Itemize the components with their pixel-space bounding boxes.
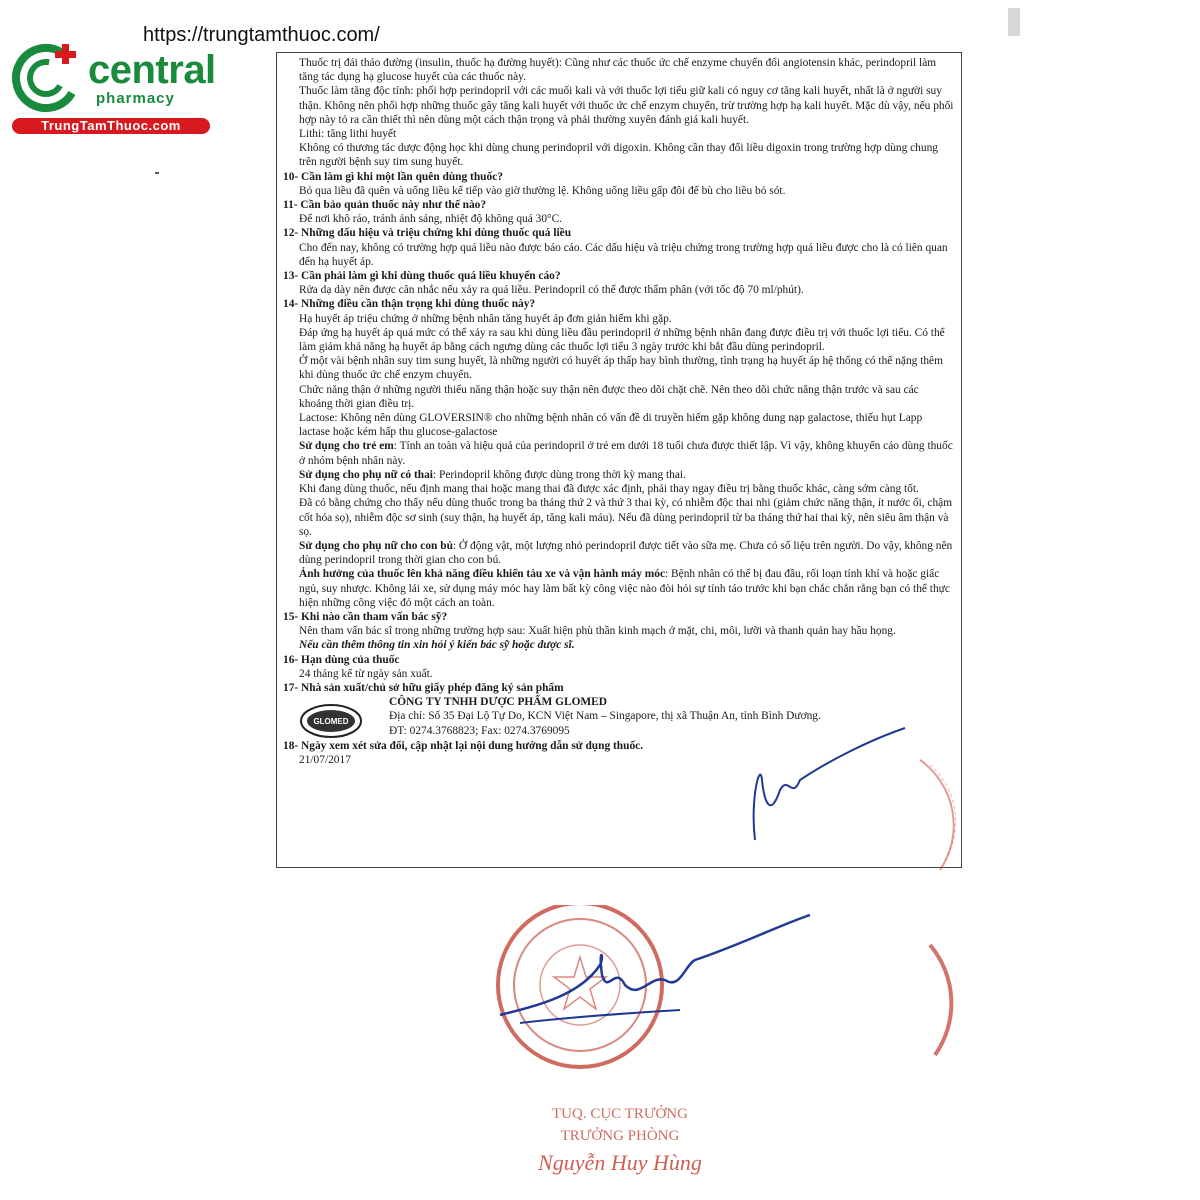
signatory-name: Nguyễn Huy Hùng [538, 1150, 702, 1175]
section-12-text: Cho đến nay, không có trường hợp quá liều nào được báo cáo. Các dấu hiệu và triệu chứng trong trường hợp quá liều được cho là có liên quan đến hạ huyết áp. [299, 241, 948, 268]
section-14-text-e: Lactose: Không nên dùng GLOVERSIN® cho những bệnh nhân có vấn đề di truyền hiếm gặp không dung nạp galactose, thiếu hụt Lapp lactase hoặc kém hấp thu glucose-galactose [299, 412, 923, 439]
children-text: : Tính an toàn và hiệu quả của perindopril ở trẻ em dưới 18 tuổi chưa được thiết lập. Vì vậy, không khuyến cáo dùng thuốc ở nhóm bệnh nhân này. [299, 440, 953, 467]
section-11-heading: 11- Cần bảo quản thuốc này như thế nào? [283, 199, 487, 212]
section-10-heading: 10- Cần làm gì khi một lần quên dùng thuốc? [283, 170, 503, 183]
section-16-heading: 16- Hạn dùng của thuốc [283, 653, 400, 666]
section-17-heading: 17- Nhà sản xuất/chủ sở hữu giấy phép đăng ký sản phẩm [283, 681, 564, 694]
interaction-diabetes: Thuốc trị đái tháo đường (insulin, thuốc hạ đường huyết): Cũng như các thuốc ức chế enzyme chuyển đổi angiotensin khác, perindopril làm tăng tác dụng hạ glucose huyết của các thuốc này. [299, 57, 937, 84]
section-14-text-d: Chức năng thận ở những người thiểu năng thận hoặc suy thận nên được theo dõi chặt chẽ. Nên theo dõi chức năng thận trước và sau các khoảng thời gian điều trị. [299, 383, 919, 410]
scan-artifact [1008, 8, 1020, 36]
pregnancy-label: Sử dụng cho phụ nữ có thai [299, 468, 433, 481]
document-signature-stamp [740, 720, 980, 900]
section-14-heading: 14- Những điều cần thận trọng khi dùng thuốc này? [283, 298, 536, 311]
section-14-text-b: Đáp ứng hạ huyết áp quá mức có thể xảy ra sau khi dùng liều đầu perindopril ở những bệnh nhân đang được điều trị với thuốc lợi tiểu. Có thể làm giảm khả năng hạ huyết áp bằng cách ngưng dùng các thuốc lợi tiểu 3 ngày trước khi bắt đầu dùng perindopril. [299, 326, 945, 354]
interaction-potassium: Thuốc làm tăng độc tính: phối hợp perindopril với các muối kali và với thuốc lợi tiểu giữ kali có nguy cơ tăng kali huyết, nhất là ở người suy thận. Không nên phối hợp những thuốc gây tăng kali huyết với thuốc ức chế enzym chuyển, trừ trường hợp hạ kali huyết. Mặc dù vậy, nếu phối hợp này tỏ ra cần thiết thì nên dùng một cách thận trọng và phải thường xuyên đánh giá kali huyết. [299, 85, 954, 126]
pregnancy-text: : Perindopril không được dùng trong thời kỳ mang thai. [432, 468, 686, 481]
section-14-driving [299, 567, 955, 610]
section-13-text: Rửa dạ dày nên được cân nhắc nếu xảy ra quá liều. Perindopril có thể được thẩm phân (với tốc độ 70 ml/phút). [299, 284, 804, 297]
driving-text: : Bệnh nhân có thể bị đau đầu, rối loạn tính khí và hoặc giấc ngủ, suy nhược. Không lái xe, sử dụng máy móc hay làm bất kỳ công việc nào đòi hỏi sự tỉnh táo trước khi bạn chắc chắn rằng bạn có thể thực hiện những công việc đó một cách an toàn. [299, 568, 950, 609]
revision-date: 21/07/2017 [299, 754, 351, 767]
children-label: Sử dụng cho trẻ em [299, 440, 394, 453]
logo-subtitle: pharmacy [96, 90, 175, 107]
breastfeeding-label: Sử dụng cho phụ nữ cho con bú [299, 539, 453, 552]
interaction-lithium: Lithi: tăng lithi huyết [299, 128, 397, 141]
section-14-text-i: Đã có bằng chứng cho thấy nếu dùng thuốc trong ba tháng thứ 2 và thứ 3 thai kỳ, có nhiễm độc thai nhi (giảm chức năng thận, ít nước ối, chậm cốt hóa sọ), nhiễm độc sơ sinh (suy thận, hạ huyết áp, tăng kali máu). Nếu đã dùng perindopril từ ba tháng thứ hai thai kỳ, nên siêu âm thận và sọ. [299, 497, 953, 538]
section-15-heading: 15- Khi nào cần tham vấn bác sỹ? [283, 610, 448, 623]
section-12-heading: 12- Những dấu hiệu và triệu chứng khi dùng thuốc quá liều [283, 227, 572, 240]
pharmacy-c-icon [10, 38, 88, 116]
section-14-text-a: Hạ huyết áp triệu chứng ở những bệnh nhân tăng huyết áp đơn giản hiếm khi gặp. [299, 312, 672, 325]
company-phone: ĐT: 0274.3768823; Fax: 0274.3769095 [389, 724, 570, 737]
section-11-text: Để nơi khô ráo, tránh ánh sáng, nhiệt độ không quá 30°C. [299, 213, 563, 226]
section-14-text-c: Ở một vài bệnh nhân suy tim sung huyết, là những người có huyết áp thấp hay bình thường, tình trạng hạ huyết áp hệ thống có thể nặng thêm khi dùng thuốc ức chế enzym chuyển. [299, 355, 943, 382]
section-13-heading: 13- Cần phải làm gì khi dùng thuốc quá liều khuyến cáo? [283, 270, 561, 283]
leaflet-content [283, 56, 955, 768]
company-name: CÔNG TY TNHH DƯỢC PHẨM GLOMED [389, 696, 608, 709]
official-stamp-signature [480, 905, 960, 1085]
interaction-digoxin: Không có thương tác dược động học khi dùng chung perindopril với digoxin. Không cần thay đổi liều digoxin trong trường hợp dùng chung trên người bệnh suy tim sung huyết. [299, 142, 938, 169]
glomed-emblem-icon [299, 703, 363, 739]
section-15-text: Nên tham vấn bác sĩ trong những trường hợp sau: Xuất hiện phù thần kinh mạch ở mặt, chi, môi, lưỡi và thanh quản hay hầu họng. [299, 625, 896, 638]
stray-mark [155, 172, 159, 174]
company-address: Địa chỉ: Số 35 Đại Lộ Tự Do, KCN Việt Nam – Singapore, thị xã Thuận An, tỉnh Bình Dương. [389, 710, 821, 723]
section-16-text: 24 tháng kể từ ngày sản xuất. [299, 667, 433, 680]
section-14-text-h: Khi đang dùng thuốc, nếu định mang thai hoặc mang thai đã được xác định, phải thay ngay điều trị bằng thuốc khác, càng sớm càng tốt. [299, 483, 919, 496]
signature-title-line2: TRƯỞNG PHÒNG [560, 1128, 680, 1144]
section-14-pregnancy [299, 468, 955, 482]
driving-label: Ảnh hưởng của thuốc lên khả năng điều khiển tàu xe và vận hành máy móc [299, 568, 666, 581]
central-pharmacy-logo [10, 38, 215, 138]
logo-site-bar: TrungTamThuoc.com [12, 118, 210, 134]
breastfeeding-text: : Ở động vật, một lượng nhỏ perindopril được tiết vào sữa mẹ. Chưa có số liệu trên người. Do vậy, không nên dùng perindopril trong thời gian cho con bú. [299, 539, 953, 567]
section-14-breastfeeding [299, 539, 955, 567]
source-url: https://trungtamthuoc.com/ [143, 24, 380, 46]
section-18-heading: 18- Ngày xem xét sửa đổi, cập nhật lại nội dung hướng dẫn sử dụng thuốc. [283, 740, 644, 753]
glomed-logo [299, 703, 363, 739]
logo-wordmark: central [88, 48, 216, 92]
section-14-children [299, 439, 955, 467]
section-15-note: Nếu cần thêm thông tin xin hỏi ý kiến bác sỹ hoặc dược sĩ. [299, 639, 575, 652]
glomed-logo-text: GLOMED [313, 717, 349, 727]
section-10-text: Bỏ qua liều đã quên và uống liều kế tiếp vào giờ thường lệ. Không uống liều gấp đôi để bù cho liều bỏ sót. [299, 184, 786, 197]
signature-title-line1: TUQ. CỤC TRƯỞNG [552, 1106, 688, 1122]
